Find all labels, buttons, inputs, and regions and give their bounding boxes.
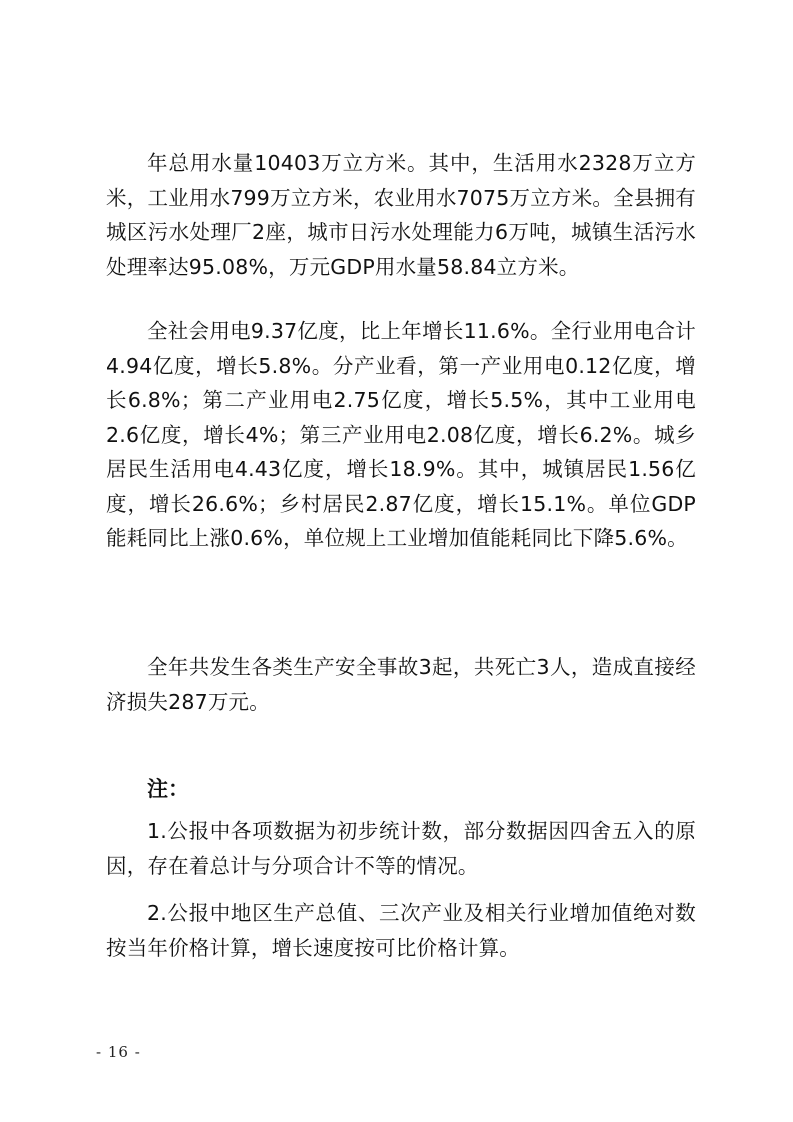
page-number: - 16 - xyxy=(96,1043,141,1061)
note-item-1: 1.公报中各项数据为初步统计数，部分数据因四舍五入的原因，存在着总计与分项合计不等的情况。 xyxy=(106,819,696,878)
note-item-2: 2.公报中地区生产总值、三次产业及相关行业增加值绝对数按当年价格计算，增长速度按可比价格计算。 xyxy=(106,901,696,960)
paragraph-electricity-usage: 全社会用电9.37亿度，比上年增长11.6%。全行业用电合计4.94亿度，增长5.8%。分产业看，第一产业用电0.12亿度，增长6.8%；第二产业用电2.75亿度，增长5.5%，其中工业用电2.6亿度，增长4%；第三产业用电2.08亿度，增长6.2%。城乡居民生活用电4.43亿度，增长18.9%。其中，城镇居民1.56亿度，增长26.6%；乡村居民2.87亿度，增长15.1%。单位GDP能耗同比上涨0.6%，单位规上工业增加值能耗同比下降5.6%。 xyxy=(106,319,696,550)
paragraph-water-usage: 年总用水量10403万立方米。其中，生活用水2328万立方米，工业用水799万立方米，农业用水7075万立方米。全县拥有城区污水处理厂2座，城市日污水处理能力6万吨，城镇生活污水处理率达95.08%，万元GDP用水量58.84立方米。 xyxy=(106,151,696,279)
notes-title: 注： xyxy=(147,777,189,801)
paragraph-production-safety: 全年共发生各类生产安全事故3起，共死亡3人，造成直接经济损失287万元。 xyxy=(106,655,696,714)
